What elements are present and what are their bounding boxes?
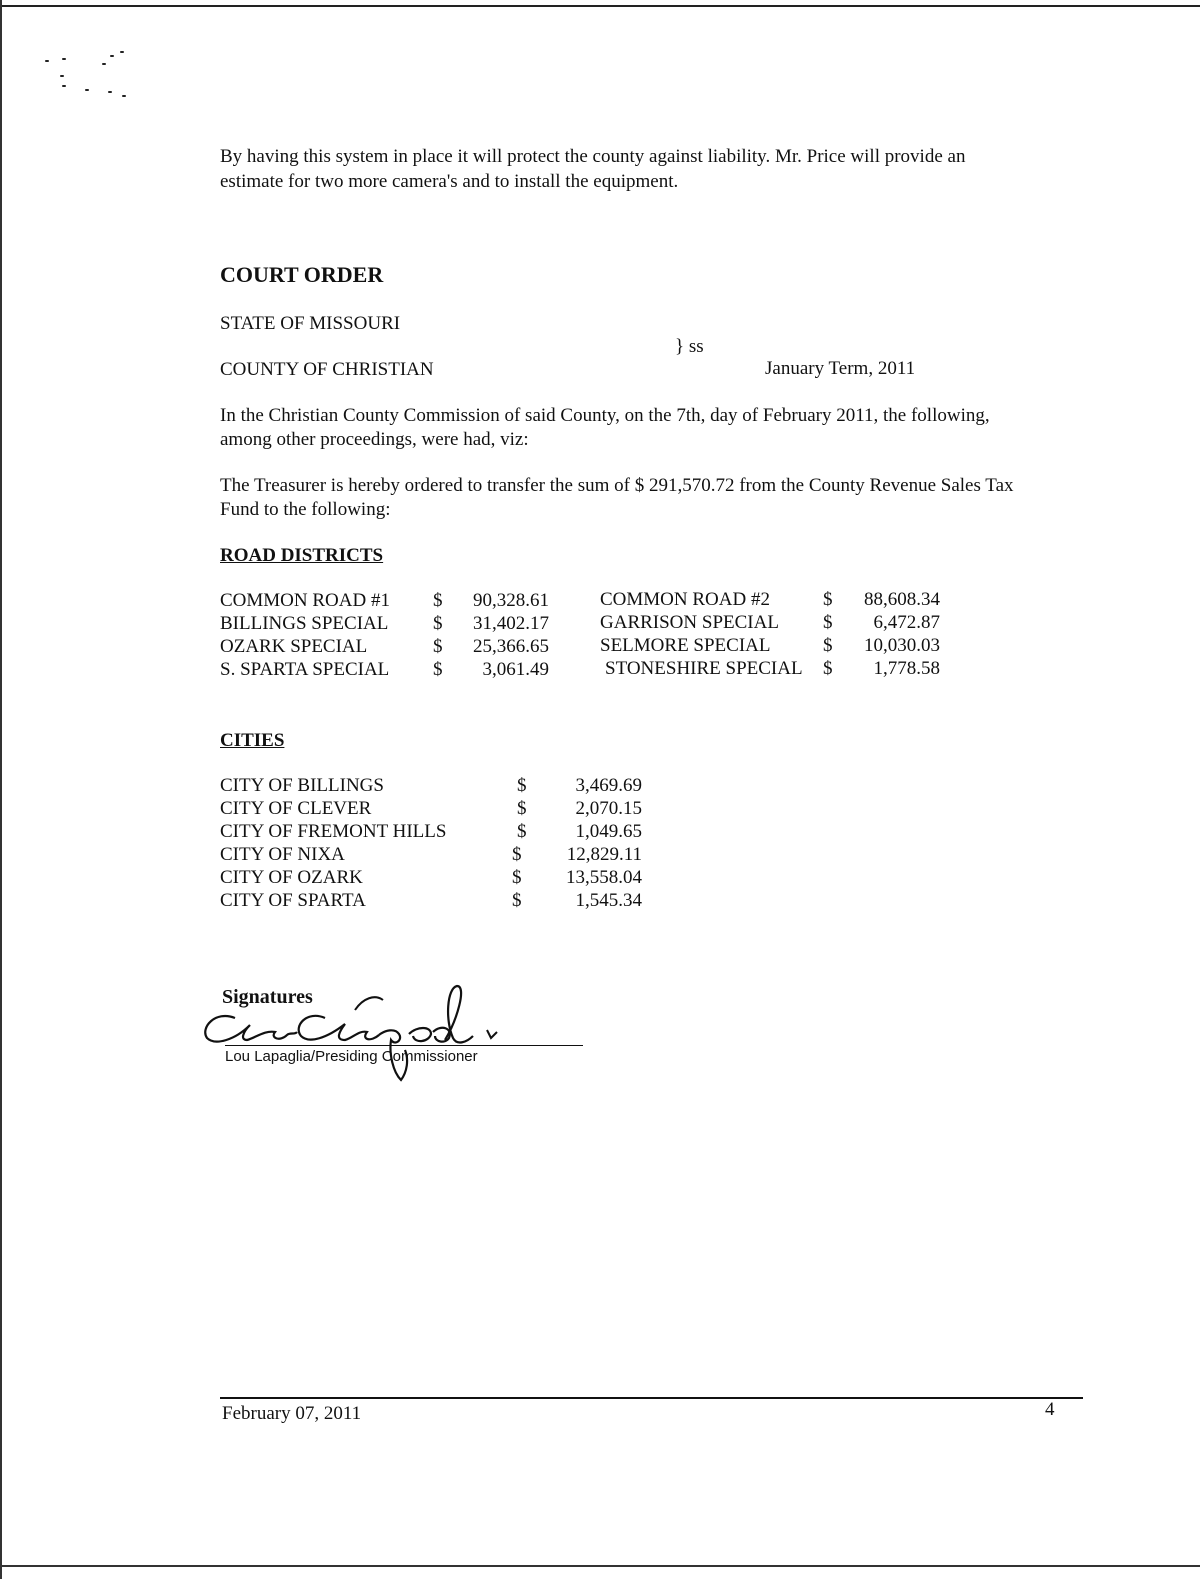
scan-specks — [40, 45, 140, 105]
top-border-line — [0, 5, 1200, 7]
footer-date: February 07, 2011 — [222, 1403, 362, 1424]
city-amount: 1,545.34 — [575, 890, 642, 911]
page-number: 4 — [1045, 1399, 1055, 1420]
currency-sign: $ — [512, 844, 522, 865]
currency-sign: $ — [433, 613, 443, 634]
road-name: COMMON ROAD #2 — [600, 589, 770, 610]
road-amount: 90,328.61 — [473, 590, 549, 611]
handwritten-signature — [195, 980, 525, 1090]
road-amount: 25,366.65 — [473, 636, 549, 657]
term-line: January Term, 2011 — [765, 358, 916, 379]
ss-bracket: } ss — [675, 336, 704, 357]
transfer-line-2: Fund to the following: — [220, 499, 391, 520]
signature-line — [225, 1045, 583, 1046]
bottom-border-line — [0, 1565, 1200, 1567]
road-row — [220, 589, 390, 612]
city-amount: 1,049.65 — [575, 821, 642, 842]
road-name: BILLINGS SPECIAL — [220, 613, 389, 634]
city-amount: 2,070.15 — [575, 798, 642, 819]
road-amount: 10,030.03 — [864, 635, 940, 656]
road-amount: 6,472.87 — [873, 612, 940, 633]
currency-sign: $ — [512, 890, 522, 911]
currency-sign: $ — [823, 658, 833, 679]
currency-sign: $ — [512, 867, 522, 888]
currency-sign: $ — [433, 636, 443, 657]
currency-sign: $ — [823, 635, 833, 656]
road-districts-heading: ROAD DISTRICTS — [220, 545, 384, 566]
city-name: CITY OF OZARK — [220, 867, 363, 888]
road-amount: 31,402.17 — [473, 613, 549, 634]
signatures-heading: Signatures — [222, 986, 313, 1008]
road-name: STONESHIRE SPECIAL — [605, 658, 803, 679]
signer-name-title: Lou Lapaglia/Presiding Commissioner — [225, 1048, 478, 1065]
city-name: CITY OF FREMONT HILLS — [220, 821, 447, 842]
currency-sign: $ — [517, 798, 527, 819]
road-name: COMMON ROAD #1 — [220, 590, 390, 611]
state-line: STATE OF MISSOURI — [220, 313, 401, 334]
city-name: CITY OF NIXA — [220, 844, 345, 865]
county-line: COUNTY OF CHRISTIAN — [220, 359, 434, 380]
currency-sign: $ — [433, 590, 443, 611]
footer-rule — [220, 1397, 1083, 1399]
road-name: OZARK SPECIAL — [220, 636, 368, 657]
transfer-line-1: The Treasurer is hereby ordered to transfer the sum of $ 291,570.72 from the County Revenue Sales Tax — [220, 475, 1014, 496]
road-name: S. SPARTA SPECIAL — [220, 659, 390, 680]
road-name: SELMORE SPECIAL — [600, 635, 771, 656]
city-name: CITY OF SPARTA — [220, 890, 366, 911]
city-amount: 3,469.69 — [575, 775, 642, 796]
city-name: CITY OF CLEVER — [220, 798, 372, 819]
cities-heading: CITIES — [220, 730, 285, 751]
road-name: GARRISON SPECIAL — [600, 612, 779, 633]
city-amount: 12,829.11 — [566, 844, 642, 865]
city-amount: 13,558.04 — [566, 867, 642, 888]
intro-line-2: estimate for two more camera's and to install the equipment. — [220, 171, 679, 192]
currency-sign: $ — [517, 821, 527, 842]
left-border-line — [0, 0, 2, 1579]
intro-line-1: By having this system in place it will protect the county against liability. Mr. Price will provide an — [220, 146, 966, 167]
road-amount: 3,061.49 — [482, 659, 549, 680]
currency-sign: $ — [517, 775, 527, 796]
proceedings-line-1: In the Christian County Commission of said County, on the 7th, day of February 2011, the following, — [220, 405, 990, 426]
currency-sign: $ — [823, 589, 833, 610]
court-order-title: COURT ORDER — [220, 262, 384, 287]
road-amount: 88,608.34 — [864, 589, 940, 610]
road-amount: 1,778.58 — [873, 658, 940, 679]
currency-sign: $ — [433, 659, 443, 680]
proceedings-line-2: among other proceedings, were had, viz: — [220, 429, 529, 450]
city-name: CITY OF BILLINGS — [220, 775, 384, 796]
currency-sign: $ — [823, 612, 833, 633]
